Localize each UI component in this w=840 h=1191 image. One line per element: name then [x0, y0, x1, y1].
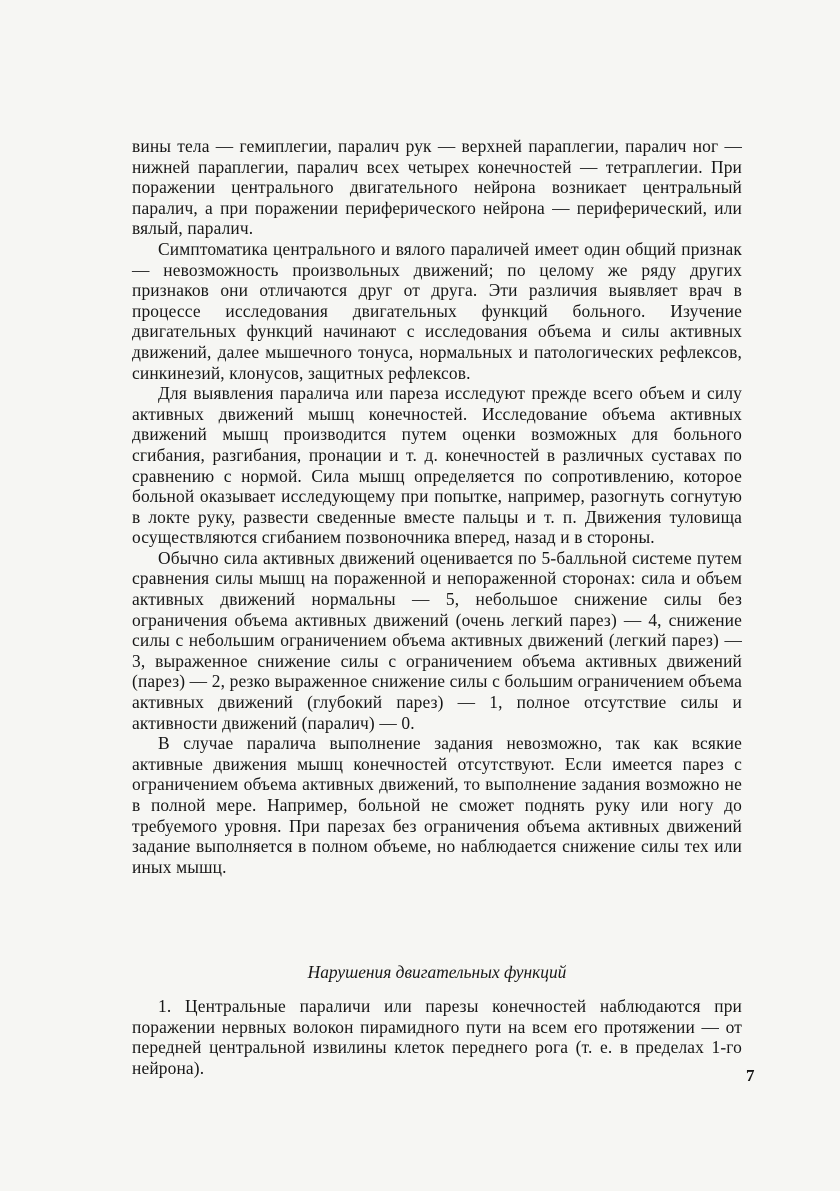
paragraph-1: вины тела — гемиплегии, паралич рук — верхней параплегии, паралич ног — нижней параплегии, паралич всех четырех конечностей — тетраплегии. При поражении центрального двигательного нейрона возникает центральный паралич, а при поражении периферического нейрона — периферический, или вялый, паралич. — [132, 136, 742, 239]
section-title: Нарушения двигательных функций — [307, 962, 567, 982]
paragraph-5: В случае паралича выполнение задания невозможно, так как всякие активные движения мышц конечностей отсутствуют. Если имеется парез с ограничением объема активных движений, то выполнение задания возможно не в полной мере. Например, больной не сможет поднять руку или ногу до требуемого уровня. При парезах без ограничения объема активных движений задание выполняется в полном объеме, но наблюдается снижение силы тех или иных мышц. — [132, 733, 742, 877]
section-text — [132, 996, 742, 1078]
section-paragraph-1: 1. Центральные параличи или парезы конечностей наблюдаются при поражении нервных волокон пирамидного пути на всем его протяжении — от передней центральной извилины клеток переднего рога (т. е. в пределах 1-го нейрона). — [132, 996, 742, 1078]
page-number: 7 — [746, 1066, 755, 1085]
paragraph-2: Симптоматика центрального и вялого параличей имеет один общий признак — невозможность произвольных движений; по целому же ряду других признаков они отличаются друг от друга. Эти различия выявляет врач в процессе исследования двигательных функций больного. Изучение двигательных функций начинают с исследования объема и силы активных движений, далее мышечного тонуса, нормальных и патологических рефлексов, синкинезий, клонусов, защитных рефлексов. — [132, 238, 742, 383]
body-text — [132, 136, 742, 877]
paragraph-3: Для выявления паралича или пареза исследуют прежде всего объем и силу активных движений мышц конечностей. Исследование объема активных движений мышц производится путем оценки возможных для больного сгибания, разгибания, пронации и т. д. конечностей в различных суставах по сравнению с нормой. Сила мышц определяется по сопротивлению, которое больной оказывает исследующему при попытке, например, разогнуть согнутую в локте руку, развести сведенные вместе пальцы и т. п. Движения туловища осуществляются сгибанием позвоночника вперед, назад и в стороны. — [132, 383, 742, 548]
paragraph-4: Обычно сила активных движений оценивается по 5-балльной системе путем сравнения силы мышц на пораженной и непораженной сторонах: сила и объем активных движений нормальны — 5, небольшое снижение силы без ограничения объема активных движений (очень легкий парез) — 4, снижение силы с небольшим ограничением объема активных движений (легкий парез) — 3, выраженное снижение силы с ограничением объема активных движений (парез) — 2, резко выраженное снижение силы с большим ограничением объема активных движений (глубокий парез) — 1, полное отсутствие силы и активности движений (паралич) — 0. — [132, 547, 742, 733]
